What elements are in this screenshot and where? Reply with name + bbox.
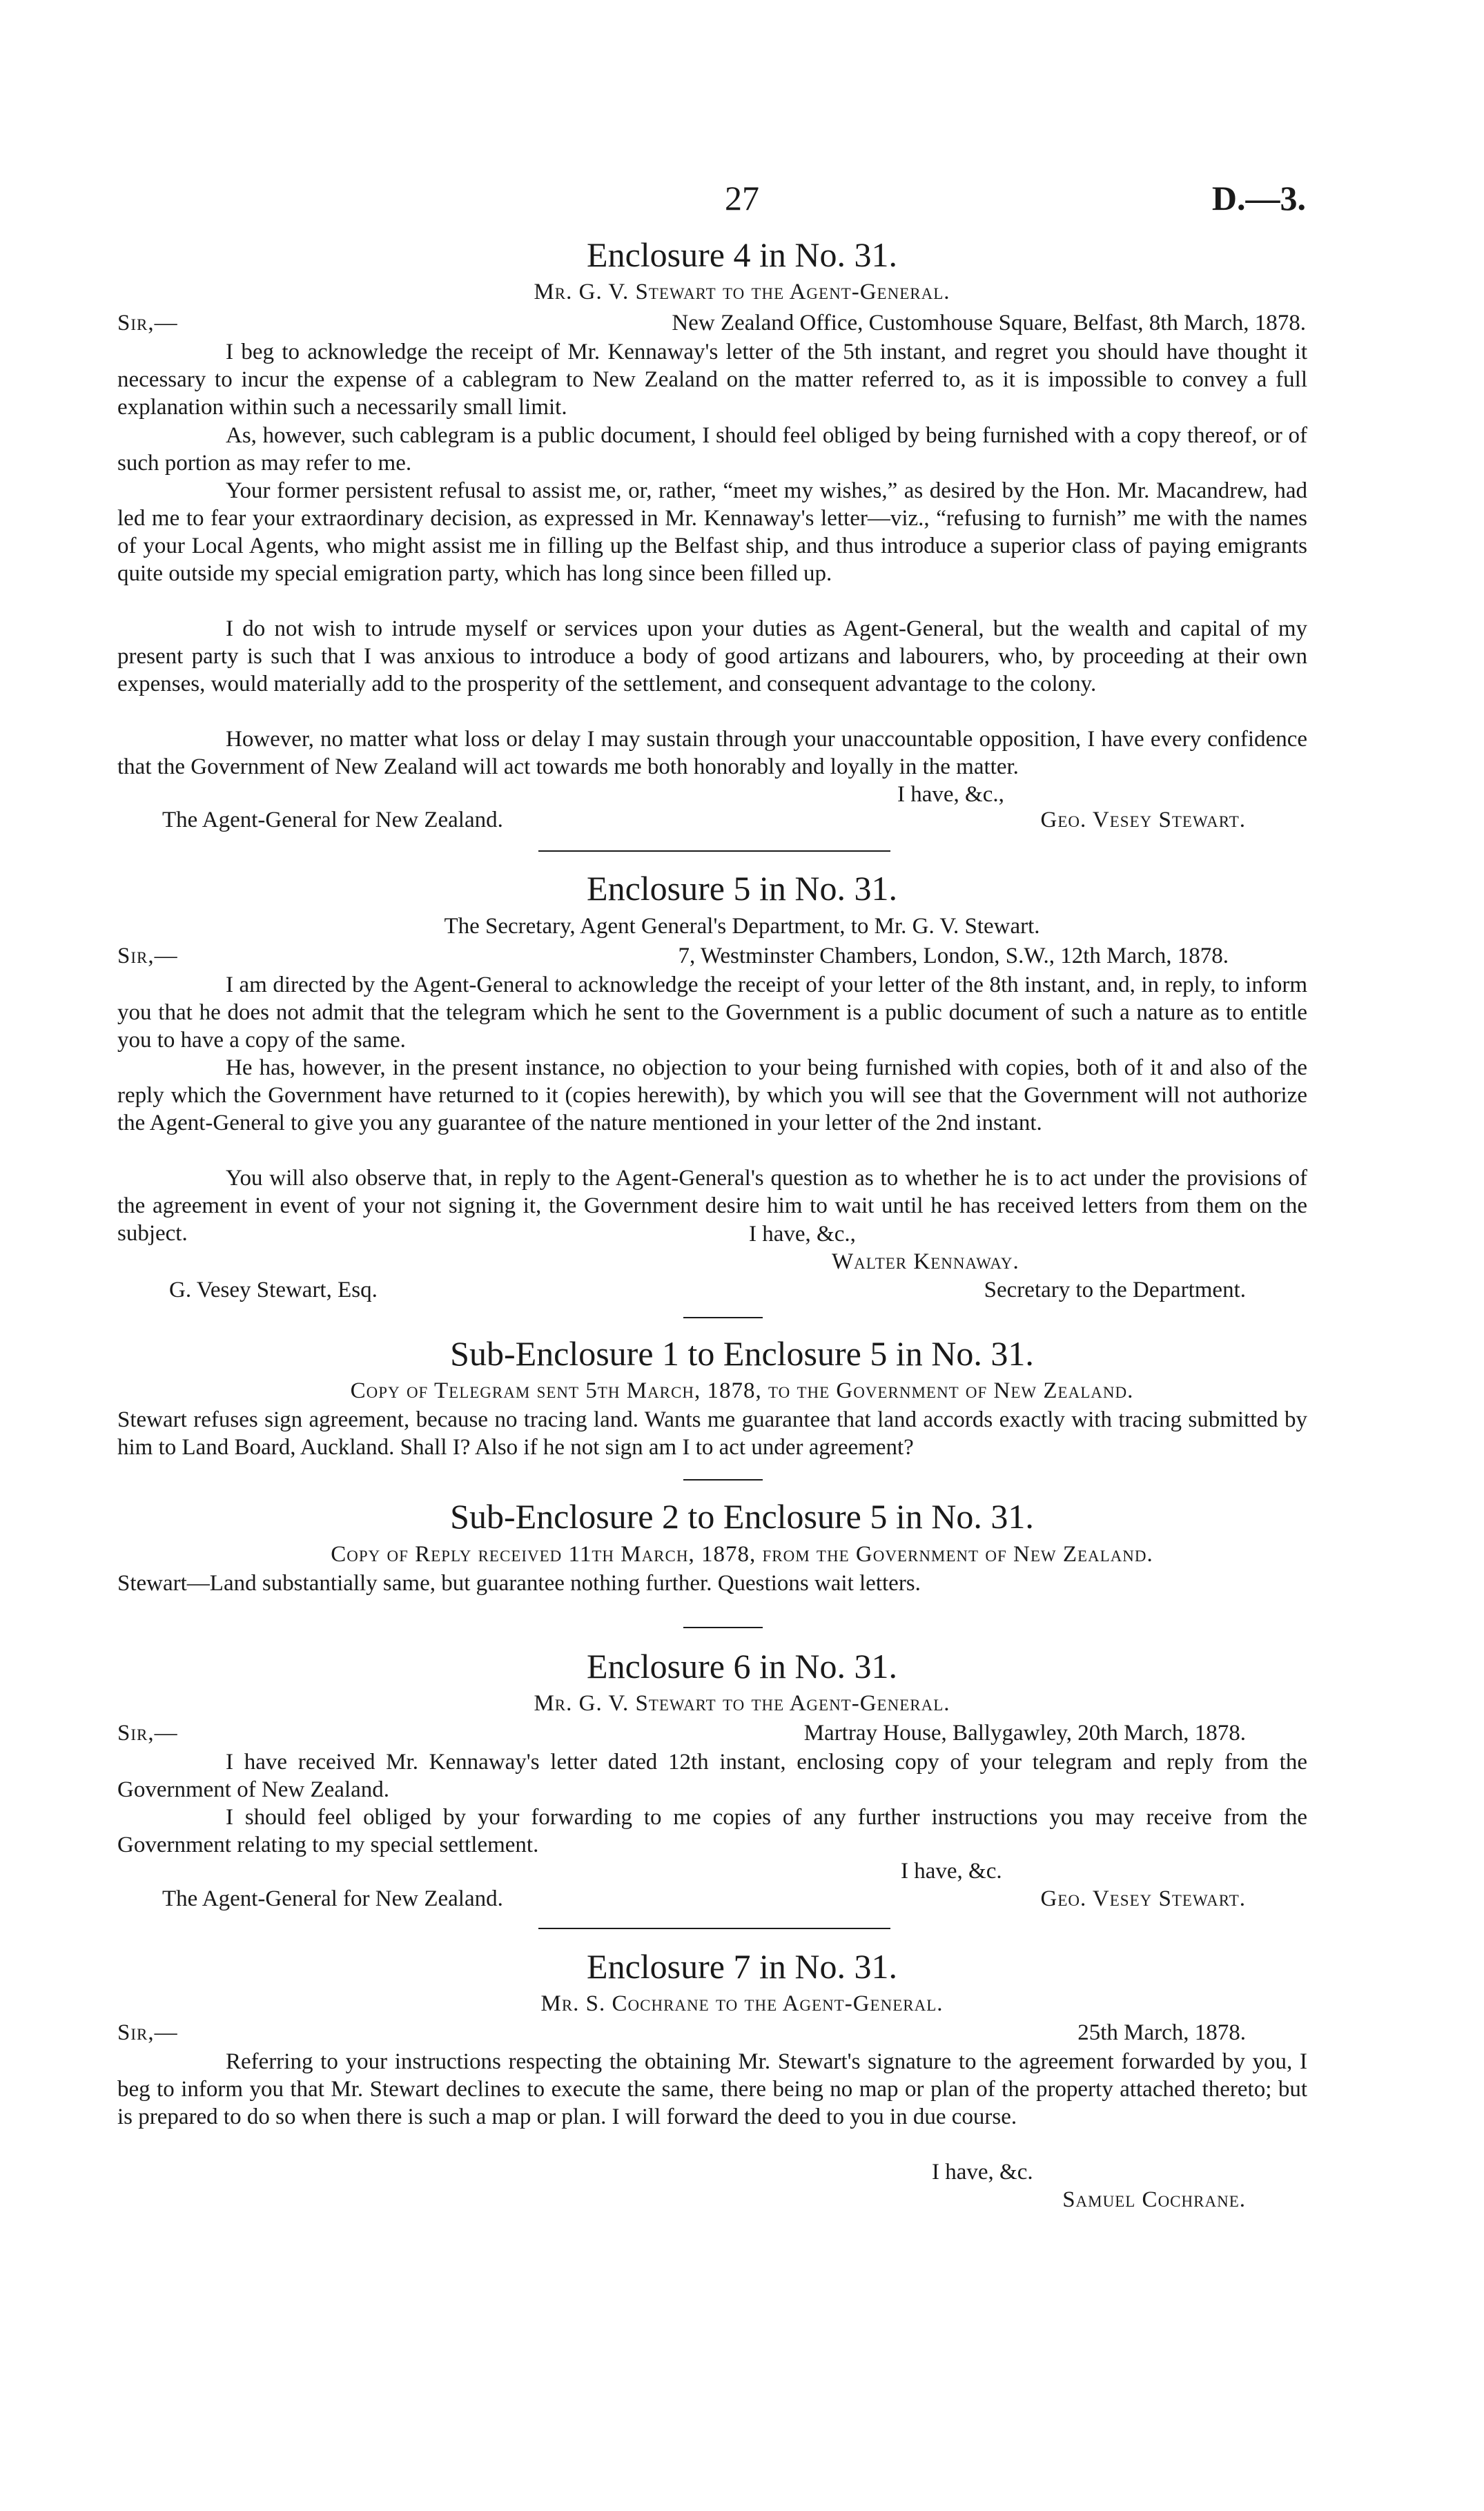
enclosure-5-paragraph-3: You will also observe that, in reply to the Agent-General's question as to whether he is to act under the provisions of the agreement in event of your not signing it, the Government desire him to wait until he has received letters from them on the subject.: [117, 1166, 1307, 1246]
enclosure-5-signatory-title: Secretary to the Department.: [984, 1278, 1246, 1302]
sub-enclosure-2-title: Sub-Enclosure 2 to Enclosure 5 in No. 31.: [450, 1497, 1034, 1536]
enclosure-4-signature: Geo. Vesey Stewart.: [1040, 808, 1246, 832]
enclosure-6-recipient: The Agent-General for New Zealand.: [162, 1886, 503, 1911]
sub-enclosure-1-body: Stewart refuses sign agreement, because no tracing land. Wants me guarantee that land accords exactly with tracing submitted by him to Land Board, Auckland. Shall I? Also if he not sign am I to act under agreement?: [117, 1407, 1307, 1460]
section-divider: [683, 1317, 763, 1318]
section-divider: [683, 1627, 763, 1628]
enclosure-6-signature: Geo. Vesey Stewart.: [1040, 1886, 1246, 1911]
enclosure-7-title: Enclosure 7 in No. 31.: [587, 1947, 897, 1986]
enclosure-6-address: Martray House, Ballygawley, 20th March, 1878.: [803, 1721, 1246, 1746]
enclosure-4-subtitle: Mr. G. V. Stewart to the Agent-General.: [534, 280, 950, 304]
enclosure-6-subtitle: Mr. G. V. Stewart to the Agent-General.: [534, 1691, 950, 1716]
enclosure-5-paragraph-2: He has, however, in the present instance, no objection to your being furnished with copies, both of it and also of the reply which the Government have returned to it (copies herewith), by which you will see that the Government will not authorize the Agent-General to give you any guarantee of the nature mentioned in your letter of the 2nd instant.: [117, 1055, 1307, 1135]
page-number: 27: [725, 179, 759, 217]
enclosure-5-closing: I have, &c.,: [749, 1222, 856, 1247]
enclosure-7-salutation: Sir,—: [117, 2020, 178, 2045]
enclosure-7-paragraph-1: Referring to your instructions respecting the obtaining Mr. Stewart's signature to the agreement forwarded by you, I beg to inform you that Mr. Stewart declines to execute the same, there being no map or plan of the property attached thereto; but is prepared to do so when there is such a map or plan. I will forward the deed to you in due course.: [117, 2049, 1307, 2129]
enclosure-4-closing: I have, &c.,: [897, 782, 1004, 807]
enclosure-7-subtitle: Mr. S. Cochrane to the Agent-General.: [540, 1991, 944, 2016]
enclosure-6-salutation: Sir,—: [117, 1721, 178, 1746]
enclosure-4-paragraph-1: I beg to acknowledge the receipt of Mr. Kennaway's letter of the 5th instant, and regret you should have thought it necessary to incur the expense of a cablegram to New Zealand on the matter referred to, as it is impossible to convey a full explanation within such a necessarily small limit.: [117, 340, 1307, 420]
enclosure-5-subtitle: The Secretary, Agent General's Department, to Mr. G. V. Stewart.: [444, 914, 1040, 939]
enclosure-5-signature: Walter Kennaway.: [832, 1249, 1019, 1274]
enclosure-5-paragraph-1: I am directed by the Agent-General to acknowledge the receipt of your letter of the 8th instant, and, in reply, to inform you that he does not admit that the telegram which he sent to the Government is a public document of such a nature as to entitle you to have a copy of the same.: [117, 973, 1307, 1053]
sub-enclosure-1-title: Sub-Enclosure 1 to Enclosure 5 in No. 31.: [450, 1334, 1034, 1373]
enclosure-5-recipient: G. Vesey Stewart, Esq.: [169, 1278, 378, 1302]
enclosure-4-paragraph-4: I do not wish to intrude myself or services upon your duties as Agent-General, but the wealth and capital of my present party is such that I was anxious to introduce a body of good artizans and labourers, who, by proceeding at their own expenses, would materially add to the prosperity of the settlement, and consequent advantage to the colony.: [117, 616, 1307, 696]
enclosure-5-title: Enclosure 5 in No. 31.: [587, 869, 897, 908]
enclosure-4-paragraph-3: Your former persistent refusal to assist me, or, rather, “meet my wishes,” as desired by the Hon. Mr. Macandrew, had led me to fear your extraordinary decision, as expressed in Mr. Kennaway's letter—viz., “refusing to furnish” me with the names of your Local Agents, who might assist me in filling up the Belfast ship, and thus introduce a superior class of paying emigrants quite outside my special emigration party, which has long since been filled up.: [117, 478, 1307, 586]
enclosure-4-address: New Zealand Office, Customhouse Square, Belfast, 8th March, 1878.: [672, 311, 1306, 335]
sub-enclosure-2-body: Stewart—Land substantially same, but guarantee nothing further. Questions wait letters.: [117, 1571, 921, 1596]
enclosure-7-closing: I have, &c.: [932, 2160, 1033, 2185]
enclosure-6-closing: I have, &c.: [901, 1859, 1002, 1884]
enclosure-7-signature: Samuel Cochrane.: [1062, 2187, 1246, 2212]
section-divider: [538, 850, 890, 852]
section-divider: [538, 1928, 890, 1929]
sub-enclosure-2-subtitle: Copy of Reply received 11th March, 1878, from the Government of New Zealand.: [331, 1542, 1153, 1567]
enclosure-5-address: 7, Westminster Chambers, London, S.W., 12th March, 1878.: [678, 944, 1229, 968]
sub-enclosure-1-subtitle: Copy of Telegram sent 5th March, 1878, to the Government of New Zealand.: [350, 1378, 1134, 1403]
enclosure-6-title: Enclosure 6 in No. 31.: [587, 1647, 897, 1686]
enclosure-6-paragraph-2: I should feel obliged by your forwarding to me copies of any further instructions you may receive from the Government relating to my special settlement.: [117, 1805, 1307, 1857]
document-code: D.—3.: [1211, 179, 1306, 217]
enclosure-5-salutation: Sir,—: [117, 944, 178, 968]
enclosure-4-salutation: Sir,—: [117, 311, 178, 335]
enclosure-4-recipient: The Agent-General for New Zealand.: [162, 808, 503, 832]
enclosure-6-paragraph-1: I have received Mr. Kennaway's letter dated 12th instant, enclosing copy of your telegram and reply from the Government of New Zealand.: [117, 1750, 1307, 1802]
section-divider: [683, 1479, 763, 1481]
enclosure-4-paragraph-5: However, no matter what loss or delay I may sustain through your unaccountable opposition, I have every confidence that the Government of New Zealand will act towards me both honorably and loyally in the matter.: [117, 727, 1307, 779]
enclosure-4-title: Enclosure 4 in No. 31.: [587, 235, 897, 274]
enclosure-4-paragraph-2: As, however, such cablegram is a public document, I should feel obliged by being furnished with a copy thereof, or of such portion as may refer to me.: [117, 423, 1307, 476]
enclosure-7-date: 25th March, 1878.: [1077, 2020, 1246, 2045]
